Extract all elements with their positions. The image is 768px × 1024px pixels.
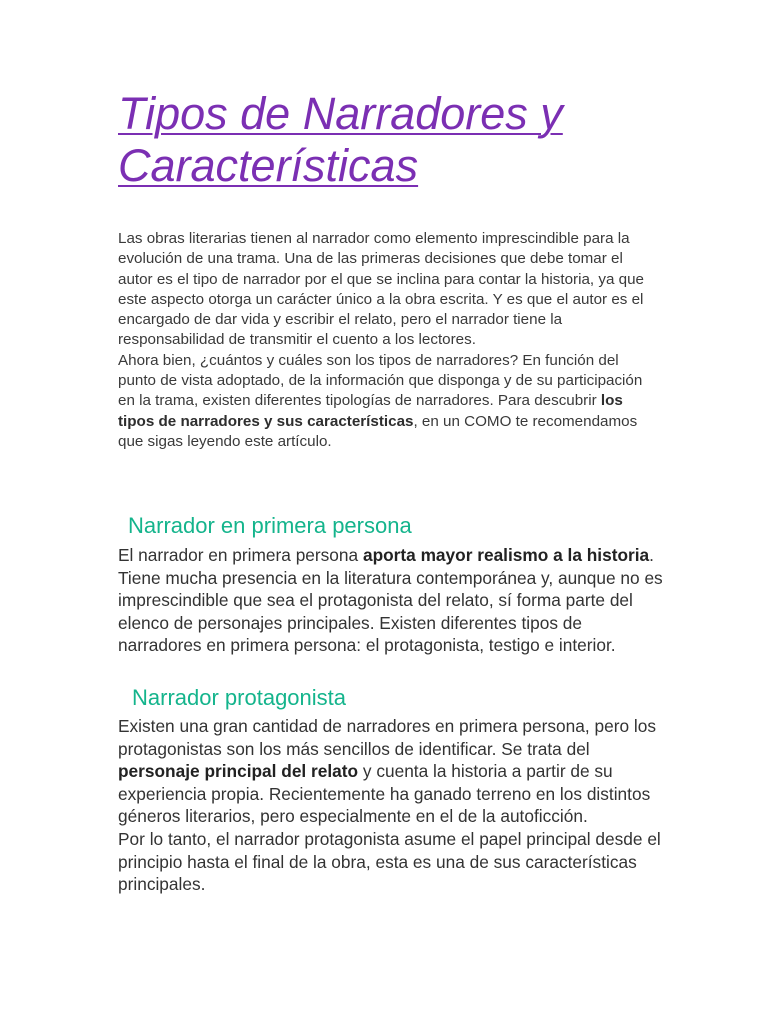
- intro-p2-text-end: , en un COMO te recomendamos que sigas leyendo este artículo.: [118, 412, 638, 450]
- section2-p1-text: Existen una gran cantidad de narradores en primera persona, pero los protagonistas son los más sencillos de identificar. Se trata del: [118, 716, 656, 759]
- intro-text: [118, 229, 658, 452]
- section-heading-protagonista: Narrador protagonista: [132, 685, 347, 710]
- page-title: Tipos de Narradores y Características: [118, 88, 563, 191]
- section1-text: El narrador en primera persona: [118, 545, 363, 565]
- section-heading-primera-persona: Narrador en primera persona: [128, 513, 412, 538]
- intro-p2-bold: los tipos de narradores y sus características: [118, 392, 623, 430]
- section-body-primera-persona: [118, 544, 663, 657]
- section1-text-end: . Tiene mucha presencia en la literatura contemporánea y, aunque no es imprescindible que sea el protagonista del relato, sí forma parte del elenco de personajes principales. Existen diferentes tipos de narradores en primera persona: el protagonista, testigo e interior.: [118, 545, 663, 656]
- section2-paragraph-2: Por lo tanto, el narrador protagonista asume el papel principal desde el principio hasta el final de la obra, esta es una de sus características principales.: [118, 828, 661, 895]
- section2-p1-text-end: y cuenta la historia a partir de su experiencia propia. Recientemente ha ganado terreno en los distintos géneros literarios, pero especialmente en el de la autoficción.: [118, 761, 651, 827]
- intro-paragraph-2: [118, 351, 658, 452]
- section2-p1-bold: personaje principal del relato: [118, 761, 359, 782]
- section2-paragraph-1: [118, 715, 663, 828]
- intro-p2-text: Ahora bien, ¿cuántos y cuáles son los tipos de narradores? En función del punto de vista adoptado, de la información que disponga y de su participación en la trama, existen diferentes tipologías de narradores. Para descubrir: [118, 351, 643, 410]
- section1-paragraph: [118, 544, 663, 657]
- section1-bold: aporta mayor realismo a la historia: [362, 545, 650, 565]
- intro-paragraph-1: Las obras literarias tienen al narrador como elemento imprescindible para la evolución de una trama. Una de las primeras decisiones que debe tomar el autor es el tipo de narrador por el que se inclina para contar la historia, ya que este aspecto otorga un carácter único a la obra escrita. Y es que el autor es el encargado de dar vida y escribir el relato, pero el narrador tiene la responsabilidad de transmitir el cuento a los lectores.: [118, 230, 644, 349]
- section-body-protagonista: [118, 715, 663, 896]
